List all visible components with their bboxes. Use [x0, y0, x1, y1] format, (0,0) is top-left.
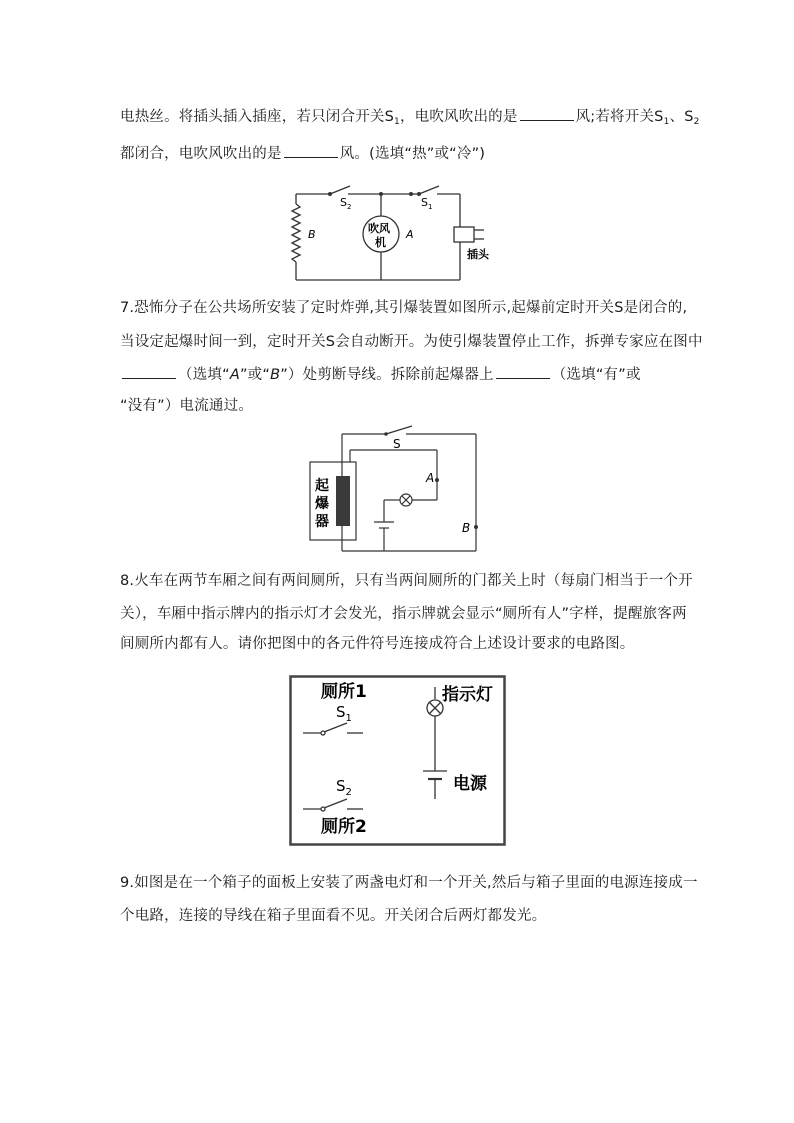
- det-point-b-label: B: [462, 521, 471, 535]
- hd-heater-label: B: [308, 228, 316, 241]
- q6-line1-part-c: 风;若将开关S: [575, 109, 664, 125]
- q6-answer-blank-1[interactable]: [520, 106, 574, 121]
- detonator-char-3: 器: [315, 514, 329, 530]
- q7-text-line-1: 7.恐怖分子在公共场所安装了定时炸弹,其引爆装置如图所示,起爆前定时开关S是闭合的,: [120, 300, 688, 316]
- q6-line2-part-a: 都闭合，电吹风吹出的是: [120, 146, 282, 162]
- toilet1-label: 厕所1: [321, 682, 367, 702]
- hair-dryer-circuit-figure: [286, 182, 506, 284]
- q7-answer-blank-1[interactable]: [122, 364, 176, 379]
- q7-line3-part-b: （选填“: [178, 367, 230, 383]
- detonator-circuit-figure: [306, 424, 486, 556]
- det-point-a-label: A: [426, 471, 435, 485]
- s2-label: $S_2$: [336, 777, 352, 798]
- q6-line1-sub2: 1: [663, 117, 670, 127]
- q6-text-line-1: [120, 106, 700, 132]
- q8-text-line-1: 8.火车在两节车厢之间有两间厕所，只有当两间厕所的门都关上时（每扇门相当于一个开: [120, 573, 693, 589]
- q8-text-line-3: 间厕所内都有人。请你把图中的各元件符号连接成符合上述设计要求的电路图。: [120, 636, 635, 652]
- q6-line1-sub1: 1: [394, 117, 400, 127]
- hd-plug-label: 插头: [467, 248, 489, 261]
- detonator-element: [336, 476, 350, 526]
- q7-text-line-4: “没有”）电流通过。: [120, 398, 254, 414]
- hd-fan-text-2: 机: [375, 236, 386, 249]
- det-switch-s-label: S: [393, 437, 401, 451]
- q6-line1-part-b: ，电吹风吹出的是: [399, 109, 518, 125]
- hd-fan-text-1: 吹风: [368, 222, 390, 235]
- toilet2-label: 厕所2: [321, 817, 367, 837]
- q6-line2-part-b: 风。(选填“热”或“冷”): [339, 146, 486, 162]
- q6-text-line-2: [120, 143, 485, 164]
- power-source-label: 电源: [453, 774, 487, 794]
- q7-line3-part-d: ”）处剪断导线。拆除前起爆器上: [280, 367, 494, 383]
- q7-line3-letter-b: B: [270, 367, 281, 383]
- q9-text-line-2: 个电路，连接的导线在箱子里面看不见。开关闭合后两灯都发光。: [120, 908, 547, 924]
- switch-s2-symbol: [303, 799, 363, 811]
- q7-text-line-3: [120, 364, 641, 385]
- q9-text-line-1: 9.如图是在一个箱子的面板上安装了两盏电灯和一个开关,然后与箱子里面的电源连接成一: [120, 875, 698, 891]
- indicator-lamp-label: 指示灯: [442, 685, 493, 705]
- switch-s1-symbol: [303, 723, 363, 735]
- q7-answer-blank-2[interactable]: [496, 364, 550, 379]
- hd-s2-label: $S_2$: [340, 196, 352, 211]
- q8-text-line-2: 关），车厢中指示牌内的指示灯才会发光，指示牌就会显示“厕所有人”字样，提醒旅客两: [120, 606, 687, 622]
- q6-line1-sub3: 2: [693, 117, 700, 127]
- q7-line3-part-c: ”或“: [239, 367, 271, 383]
- q7-line3-letter-a: A: [229, 367, 240, 383]
- detonator-circuit-diagram: [306, 424, 486, 556]
- q7-text-line-2: 当设定起爆时间一到，定时开关S会自动断开。为使引爆装置停止工作，拆弹专家应在图中: [120, 334, 703, 350]
- toilet-indicator-figure: [289, 675, 507, 847]
- toilet-indicator-components: [289, 675, 507, 847]
- detonator-char-2: 爆: [315, 496, 329, 512]
- q6-answer-blank-2[interactable]: [284, 143, 338, 158]
- s1-label: $S_1$: [336, 703, 352, 724]
- detonator-label: [314, 477, 329, 530]
- q7-line3-part-e: （选填“有”或: [551, 367, 641, 383]
- q6-line1-part-a: 电热丝。将插头插入插座，若只闭合开关S: [120, 109, 395, 125]
- hd-fan-label: A: [406, 228, 414, 241]
- detonator-char-1: 起: [315, 478, 329, 494]
- hair-dryer-circuit-diagram: [286, 182, 506, 284]
- q6-line1-part-d: 、S: [669, 109, 694, 125]
- hd-s1-label: $S_1$: [421, 196, 433, 211]
